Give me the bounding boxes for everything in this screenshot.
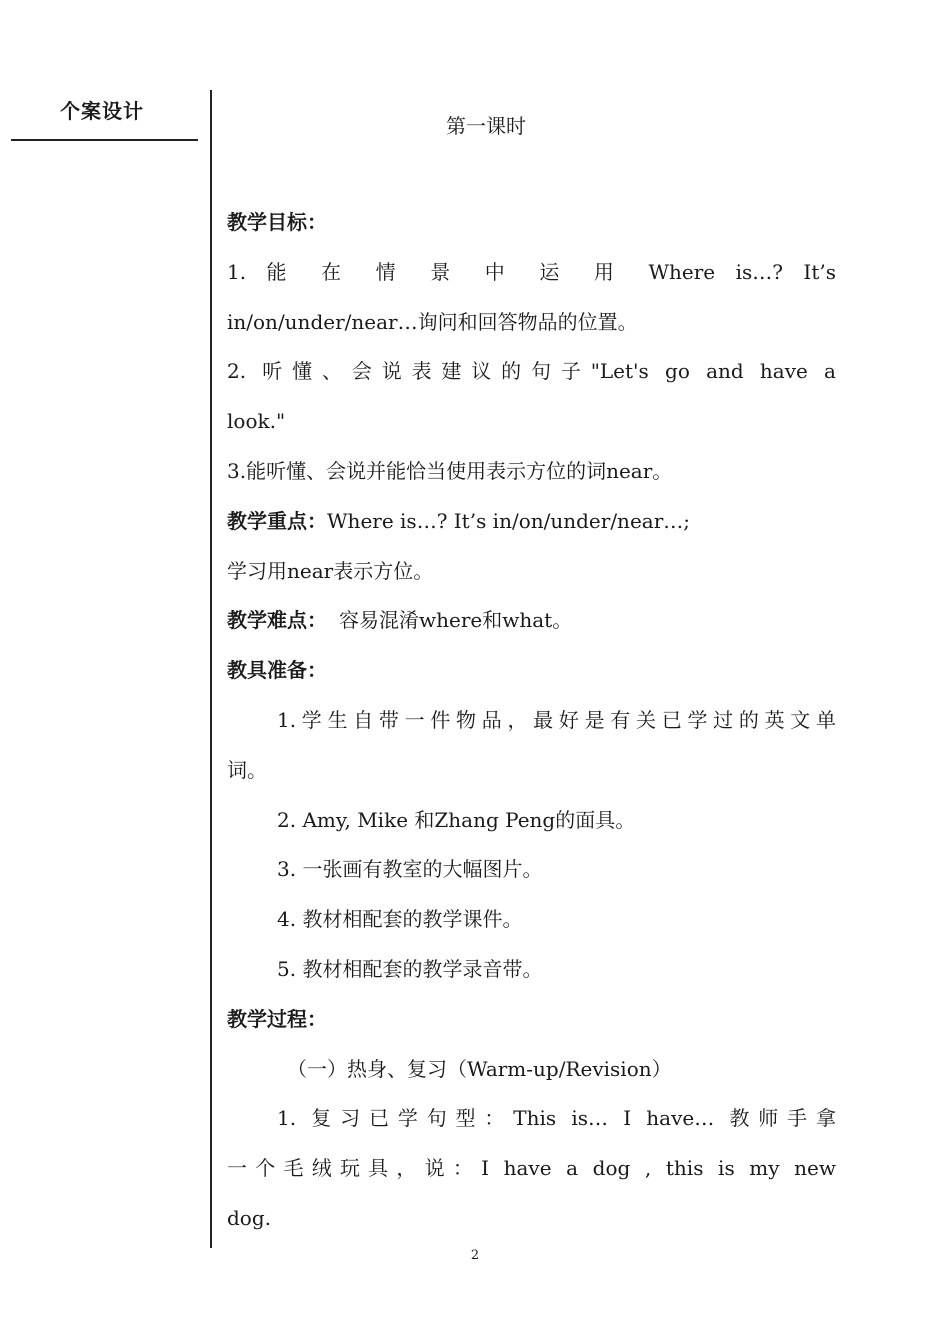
material-3: 3. 一张画有教室的大幅图片。 [277, 857, 543, 882]
material-5: 5. 教材相配套的教学录音带。 [277, 956, 543, 981]
material-4: 4. 教材相配套的教学课件。 [277, 907, 523, 932]
process-step-1-line-3: dog. [227, 1205, 272, 1230]
sidebar-title: 个案设计 [60, 99, 144, 123]
goal-2-line-2: look." [227, 409, 286, 434]
sidebar-divider [11, 139, 198, 141]
key-points-heading: 教学重点： [227, 508, 327, 533]
materials-heading: 教具准备： [227, 658, 327, 683]
goal-1-line-1: 1. 能 在 情 景 中 运 用 Where is…? It’s [227, 259, 836, 284]
difficulties-text: 容易混淆where和what。 [339, 608, 573, 633]
process-step-1-line-1: 1. 复习已学句型：This is… I have… 教师手拿 [277, 1106, 836, 1131]
difficulties-heading: 教学难点： [227, 608, 327, 633]
difficulties [227, 596, 836, 646]
goal-2-line-1: 2. 听懂、会说表建议的句子"Let's go and have a [227, 359, 836, 384]
material-1-line-2: 词。 [227, 757, 267, 782]
goal-3: 3.能听懂、会说并能恰当使用表示方位的词near。 [227, 458, 673, 483]
goals-heading: 教学目标： [227, 210, 327, 234]
lesson-content [227, 198, 836, 1244]
goal-1-line-2: in/on/under/near…询问和回答物品的位置。 [227, 309, 638, 334]
material-2: 2. Amy, Mike 和Zhang Peng的面具。 [277, 807, 636, 832]
process-step-1-line-2: 一个毛绒玩具，说：I have a dog , this is my new [227, 1156, 836, 1181]
key-points-line-1: Where is…? It’s in/on/under/near…; [327, 508, 690, 533]
key-points [227, 497, 836, 547]
material-1-line-1: 1.学生自带一件物品，最好是有关已学过的英文单 [277, 707, 836, 732]
page-number: 2 [470, 1248, 480, 1263]
lesson-title: 第一课时 [446, 114, 526, 138]
process-section-1: （一）热身、复习（Warm-up/Revision） [287, 1056, 672, 1081]
key-points-line-2: 学习用near表示方位。 [227, 558, 434, 583]
process-heading: 教学过程： [227, 1006, 327, 1031]
column-divider [210, 90, 212, 1248]
